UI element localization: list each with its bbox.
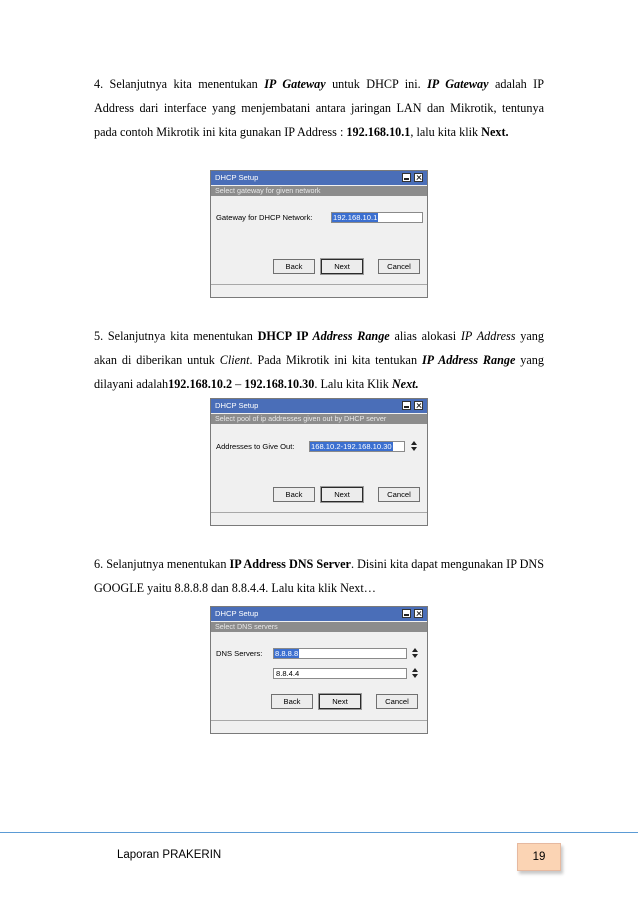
spinner-icon[interactable] (410, 441, 418, 452)
step4-text: 4. Selanjutnya kita menentukan (94, 77, 265, 91)
step-header: Select pool of ip addresses given out by DHCP server (211, 414, 427, 424)
range-end: 192.168.10.30 (244, 377, 315, 391)
cancel-button[interactable]: Cancel (378, 259, 420, 274)
status-bar (211, 720, 427, 733)
addresses-input[interactable] (309, 441, 405, 452)
address-range-term: Address Range (312, 329, 390, 343)
dhcp-setup-dns-dialog (210, 606, 428, 734)
step6-paragraph (94, 552, 544, 600)
step6-text: . Disini kita dapat mengunakan IP DNS GOOGLE yaitu 8.8.8.8 dan 8.8.4.4. Lalu kita klik Next… (94, 557, 544, 595)
gateway-address: 192.168.10.1 (346, 125, 411, 139)
ip-address-range-term: IP Address Range (421, 353, 516, 367)
gateway-label: Gateway for DHCP Network: (216, 213, 313, 222)
dhcp-ip-term: DHCP IP (257, 329, 313, 343)
close-icon[interactable] (414, 609, 423, 618)
window-title: DHCP Setup (215, 401, 259, 410)
dns-server-2-input[interactable] (273, 668, 407, 679)
dns-server-1-value: 8.8.8.8 (275, 649, 299, 658)
step4-text: , lalu kita klik (410, 125, 482, 139)
title-bar (211, 399, 427, 413)
dns-server-2-value: 8.8.4.4 (276, 669, 300, 678)
dhcp-setup-pool-dialog (210, 398, 428, 526)
close-icon[interactable] (414, 173, 423, 182)
step5-text: yang akan di diberikan untuk (94, 329, 544, 367)
status-bar (211, 512, 427, 525)
next-term: Next. (481, 125, 509, 139)
next-term: Next. (391, 377, 419, 391)
step5-text: – (232, 377, 245, 391)
addresses-value: 168.10.2-192.168.10.30 (311, 442, 392, 451)
gateway-value: 192.168.10.1 (333, 213, 378, 222)
title-bar (211, 607, 427, 621)
next-button[interactable]: Next (321, 259, 363, 274)
page-number: 19 (517, 843, 561, 871)
spinner-icon[interactable] (411, 668, 419, 679)
addresses-label: Addresses to Give Out: (216, 442, 295, 451)
next-button[interactable]: Next (321, 487, 363, 502)
dns-servers-label: DNS Servers: (216, 649, 263, 658)
step-header: Select DNS servers (211, 622, 427, 632)
dhcp-setup-gateway-dialog (210, 170, 428, 298)
back-button[interactable]: Back (271, 694, 313, 709)
footer-title: Laporan PRAKERIN (117, 849, 222, 861)
client-term: Client (219, 353, 250, 367)
gateway-input[interactable] (331, 212, 423, 223)
step5-text: 5. Selanjutnya kita menentukan (94, 329, 258, 343)
window-title: DHCP Setup (215, 609, 259, 618)
cancel-button[interactable]: Cancel (376, 694, 418, 709)
step-header: Select gateway for given network (211, 186, 427, 196)
range-start: 192.168.10.2 (168, 377, 233, 391)
minimize-icon[interactable] (402, 609, 411, 618)
step4-text: untuk DHCP ini. (325, 77, 428, 91)
title-bar (211, 171, 427, 185)
back-button[interactable]: Back (273, 487, 315, 502)
spinner-icon[interactable] (411, 648, 419, 659)
ip-gateway-term: IP Gateway (427, 77, 489, 91)
back-button[interactable]: Back (273, 259, 315, 274)
step5-text: alias alokasi (389, 329, 461, 343)
dns-server-term: IP Address DNS Server (229, 557, 351, 571)
cancel-button[interactable]: Cancel (378, 487, 420, 502)
step5-text: yang dilayani adalah (94, 353, 544, 391)
next-button[interactable]: Next (319, 694, 361, 709)
close-icon[interactable] (414, 401, 423, 410)
dns-server-1-input[interactable] (273, 648, 407, 659)
step5-text: . Lalu kita Klik (314, 377, 392, 391)
step4-text: adalah IP Address dari interface yang menjembatani antara jaringan LAN dan Mikrotik, tentunya pada contoh Mikrotik ini kita gunakan IP Address : (94, 77, 545, 139)
step5-paragraph (94, 324, 544, 396)
ip-gateway-term: IP Gateway (264, 77, 326, 91)
step4-paragraph (94, 72, 544, 144)
minimize-icon[interactable] (402, 401, 411, 410)
step5-text: . Pada Mikrotik ini kita tentukan (249, 353, 422, 367)
ip-address-term: IP Address (460, 329, 516, 343)
status-bar (211, 284, 427, 297)
minimize-icon[interactable] (402, 173, 411, 182)
footer-divider (0, 832, 638, 833)
window-title: DHCP Setup (215, 173, 259, 182)
step6-text: 6. Selanjutnya menentukan (94, 557, 230, 571)
